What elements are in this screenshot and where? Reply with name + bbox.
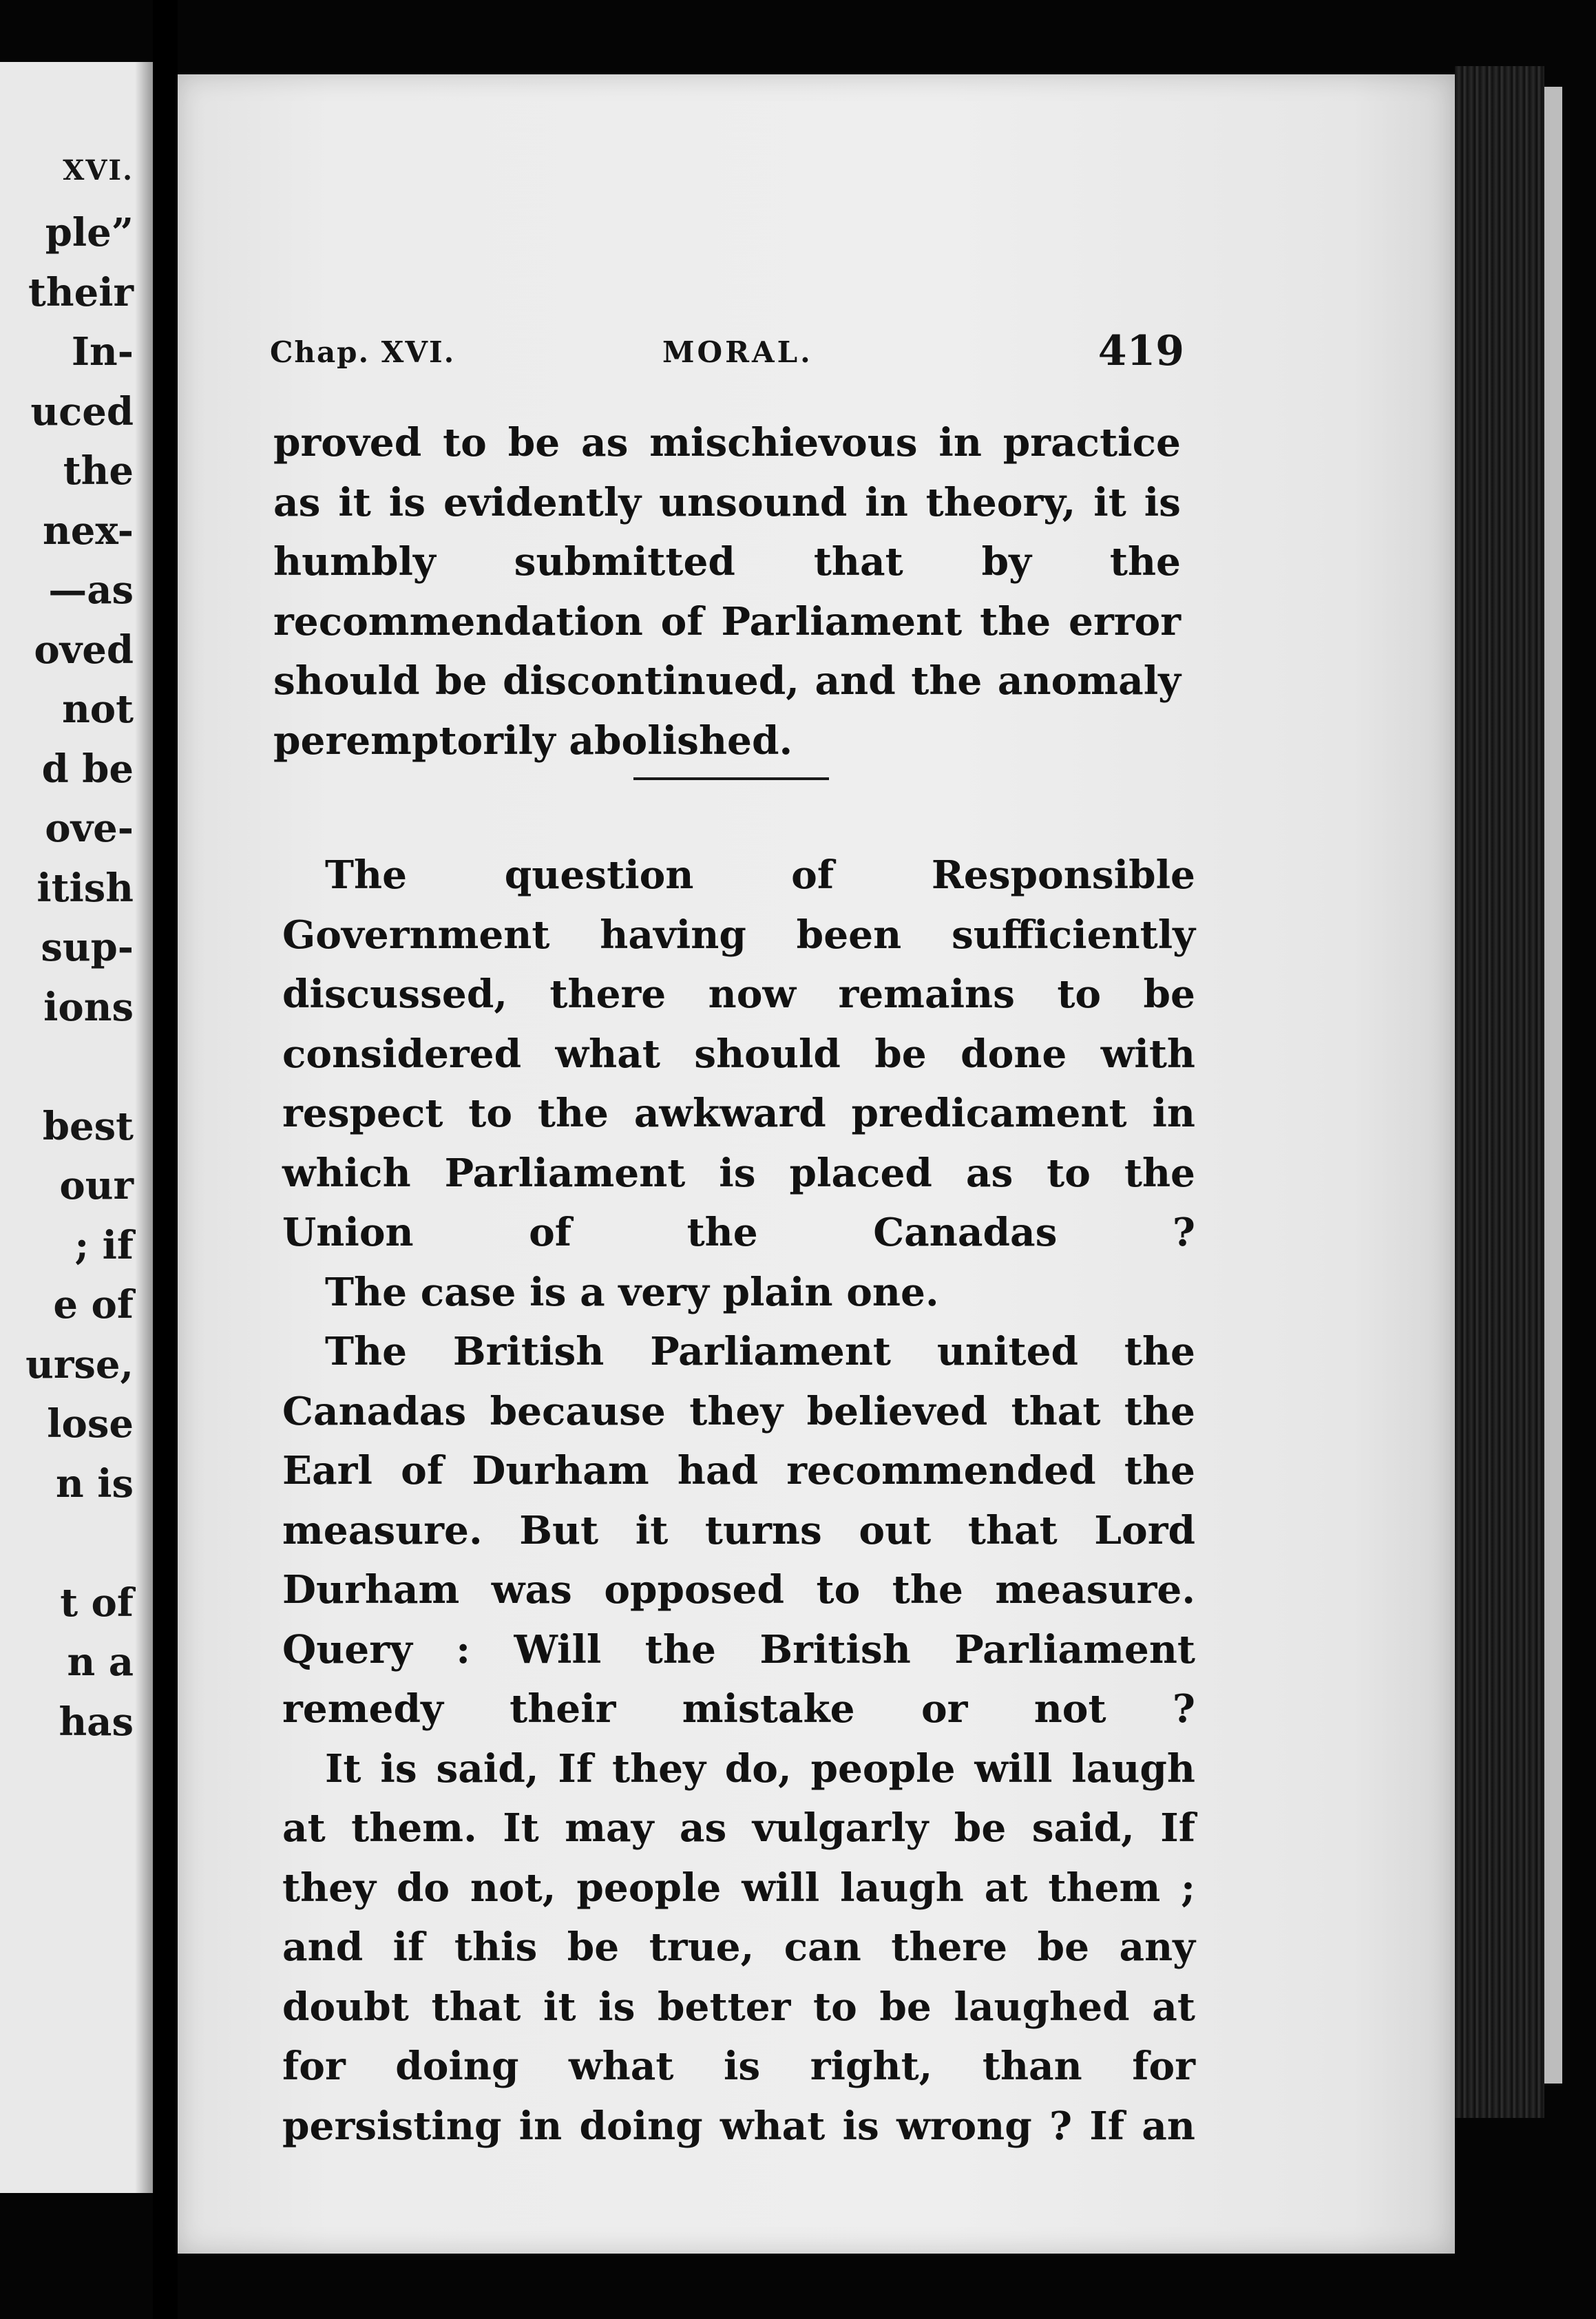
previous-page-line: urse, — [25, 1341, 134, 1387]
previous-page-fragment — [0, 62, 153, 2193]
paragraph-plain-case: The case is a very plain one. — [325, 1269, 939, 1315]
previous-page-line: ions — [43, 984, 134, 1030]
previous-page-line: their — [28, 269, 134, 315]
previous-page-line: d be — [41, 746, 134, 792]
previous-page-line: best — [42, 1103, 134, 1149]
previous-page-line: ple” — [45, 210, 134, 255]
continued-paragraph: proved to be as mischievous in practice as it is evidently unsound in theory, it is humbly submitted that by the recommendation of Parliament the error should be discontinued, and the anomaly peremptorily abolished. — [273, 420, 1181, 764]
previous-page-line: —as — [48, 567, 134, 613]
previous-page-line: the — [63, 448, 134, 494]
previous-page-line: ove- — [45, 806, 134, 851]
page-edge-highlight — [1544, 87, 1562, 2084]
paragraph-laugh-at-them: It is said, If they do, people will laugh at them. It may as vulgarly be said, If they do not, people will laugh at them ; and if this be true, can there be any doubt that it is better to be laughed at for doing what is right, than for persisting in doing what is wrong ? If an — [282, 1745, 1195, 2149]
previous-page-line: ; if — [74, 1222, 134, 1268]
previous-page-line: n is — [55, 1460, 134, 1507]
paragraph-responsible-government: The question of Responsible Government having been sufficiently discussed, there now remains to be considered what should be done with respect to the awkward predicament in which Parliament is placed as to the Union of the Canadas ? — [282, 852, 1195, 1255]
previous-page-line: sup- — [41, 925, 134, 970]
previous-page-line: our — [59, 1163, 134, 1208]
previous-page-line: n a — [67, 1639, 134, 1685]
running-title: MORAL. — [662, 335, 813, 369]
previous-page-chapter: XVI. — [63, 154, 134, 187]
previous-page-line: has — [59, 1699, 134, 1745]
opening-passage — [273, 413, 1181, 770]
previous-page-line: nex- — [43, 507, 134, 554]
previous-page-line: itish — [36, 865, 134, 911]
page-edges — [1455, 66, 1544, 2118]
paragraph-british-parliament: The British Parliament united the Canadas because they believed that the Earl of Durham had recommended the measure. But it turns out that Lord Durham was opposed to the measure. Query : Will the British Parliament remedy their mistake or not ? — [282, 1329, 1195, 1732]
previous-page-line: t of — [60, 1580, 134, 1626]
running-head — [270, 327, 1184, 382]
previous-page-line: not — [62, 686, 134, 732]
previous-page-line: lose — [47, 1401, 134, 1447]
chapter-label: Chap. XVI. — [270, 335, 456, 369]
previous-page-line: e of — [53, 1282, 134, 1328]
previous-page-line: uced — [30, 388, 134, 434]
previous-page-line: oved — [34, 627, 134, 673]
previous-page-line: In- — [71, 329, 134, 375]
section-divider — [633, 777, 829, 780]
book-gutter — [153, 0, 178, 2319]
page-number: 419 — [1098, 327, 1184, 375]
body-text — [282, 846, 1195, 2156]
